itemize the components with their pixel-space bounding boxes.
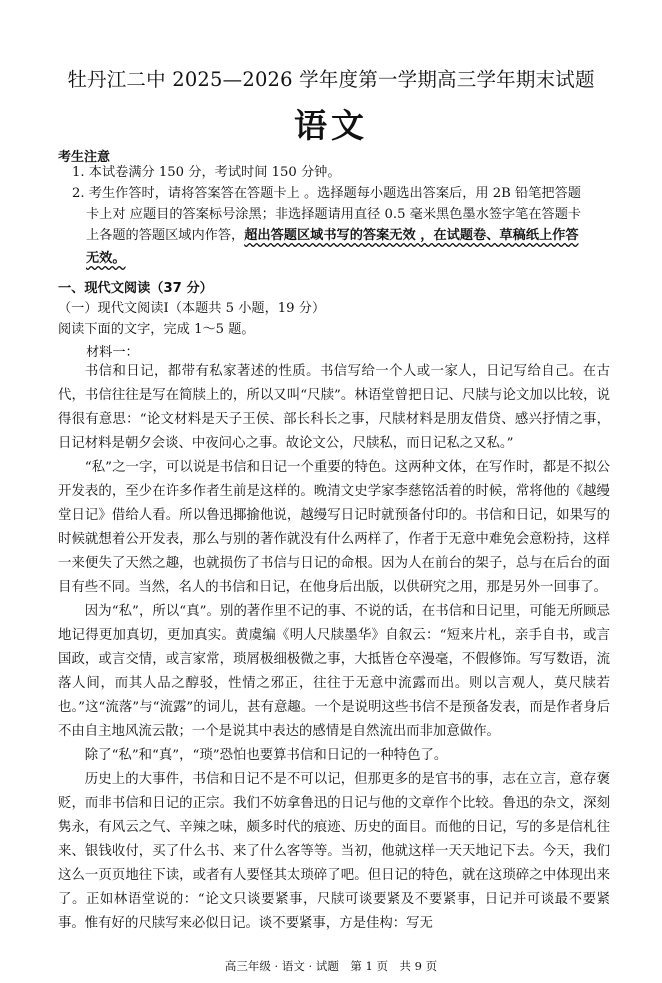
- paragraph-3: 因为“私”，所以“真”。别的著作里不记的事、不说的话，在书信和日记里，可能无所顾忌地记得更加真切，更加真实。黄虞编《明人尺牍墨华》自叙云：“短来片札，亲手自书，或言国政，或言交情，或言家常，琐屑极细极微之事，大抵皆仓卒漫毫，不假修饰。写写数语，流落人间，而其人品之醇驳，性情之邪正，往往于无意中流露而出。则以言观人，莫尺牍若也。”这“流落”与“流露”的词儿，甚有意趣。一个是说明这些书信不是预备发表，而是作者身后不由自主地风流云散；一个是说其中表达的感情是自然流出而非加意做作。: [58, 604, 610, 739]
- material-label: 材料一：: [86, 345, 139, 360]
- section-1-subheading: （一）现代文阅读Ⅰ（本题共 5 小题，19 分）: [58, 301, 326, 316]
- subject-title: 语文: [294, 106, 368, 145]
- page-footer: 高三年级 · 语文 · 试题 第 1 页 共 9 页: [224, 959, 438, 973]
- paragraph-4: 除了“私”和“真”，“琐”恐怕也要算书信和日记的一种特色了。: [84, 748, 448, 763]
- paragraph-1: 书信和日记，都带有私家著述的性质。书信写给一个人或一家人，日记写给自己。在古代，书信往往是写在简牍上的，所以又叫“尺牍”。林语堂曾把日记、尺牍与论文加以比较，说得很有意思：“论文材料是天子王侯、部长科长之事，尺牍材料是朋友借贷、感兴抒情之事，日记材料是朝夕会谈、中夜问心之事。故论文公，尺牍私，而日记私之又私。”: [58, 364, 610, 451]
- paragraph-5: 历史上的大事件，书信和日记不是不可以记，但那更多的是官书的事，志在立言，意存褒贬，而非书信和日记的正宗。我们不妨拿鲁迅的日记与他的文章作个比较。鲁迅的杂文，深刻隽永，有风云之气、辛辣之味，颇多时代的痕迹、历史的面目。而他的日记，写的多是信札往来、银钱收付，买了什么书、来了什么客等等。当初，他就这样一天天地记下去。今天，我们这么一页页地往下读，或者有人要怪其太琐碎了吧。但日记的特色，就在这琐碎之中体现出来了。正如林语堂说的：“论文只谈要紧事，尺牍可谈要紧及不要紧事，日记并可谈最不要紧事。惟有好的尺牍写来必似日记。谈不要紧事，方是佳构：写无: [58, 772, 610, 931]
- paragraph-2: “私”之一字，可以说是书信和日记一个重要的特色。这两种文体，在写作时，都是不拟公开发表的，至少在许多作者生前是这样的。晚清文史学家李慈铭活着的时候，常将他的《越缦堂日记》借给人看。所以鲁迅揶揄他说，越缦写日记时就预备付印的。书信和日记，如果写的时候就想着公开发表，那么与别的著作就没有什么两样了，作者于无意中难免会意粉持，这样一来便失了天然之趣，也就损伤了书信与日记的命根。因为人在前台的架子，总与在后台的面目有些不同。当然，名人的书信和日记，在他身后出版，以供研究之用，那是另外一回事了。: [58, 460, 610, 595]
- exam-title: 牡丹江二中 2025—2026 学年度第一学期高三学年期末试题: [67, 68, 595, 91]
- notice-item-2-line-3: [86, 229, 579, 242]
- notice-item-2-line-4: 无效。: [86, 251, 126, 266]
- notice-item-2-line-3-plain: 上各题的答题区域内作答，: [86, 228, 245, 243]
- section-1-heading: 一、现代文阅读（37 分）: [58, 281, 213, 296]
- notice-item-2-line-1: 2. 考生作答时，请将答案答在答题卡上 。选择题每小题选出答案后，用 2B 铅笔把答题: [72, 186, 581, 201]
- notice-heading: 考生注意: [58, 150, 111, 165]
- notice-item-2-line-2: 卡上对 应题目的答案标号涂黑；非选择题请用直径 0.5 毫米黑色墨水签字笔在答题卡: [86, 207, 582, 222]
- notice-item-1: 1. 本试卷满分 150 分，考试时间 150 分钟。: [72, 165, 341, 180]
- notice-item-2-line-3-emphasis: 超出答题区域书写的答案无效 ，在试题卷、草稿纸上作答: [244, 228, 579, 243]
- section-1-instruction: 阅读下面的文字，完成 1～5 题。: [58, 322, 255, 337]
